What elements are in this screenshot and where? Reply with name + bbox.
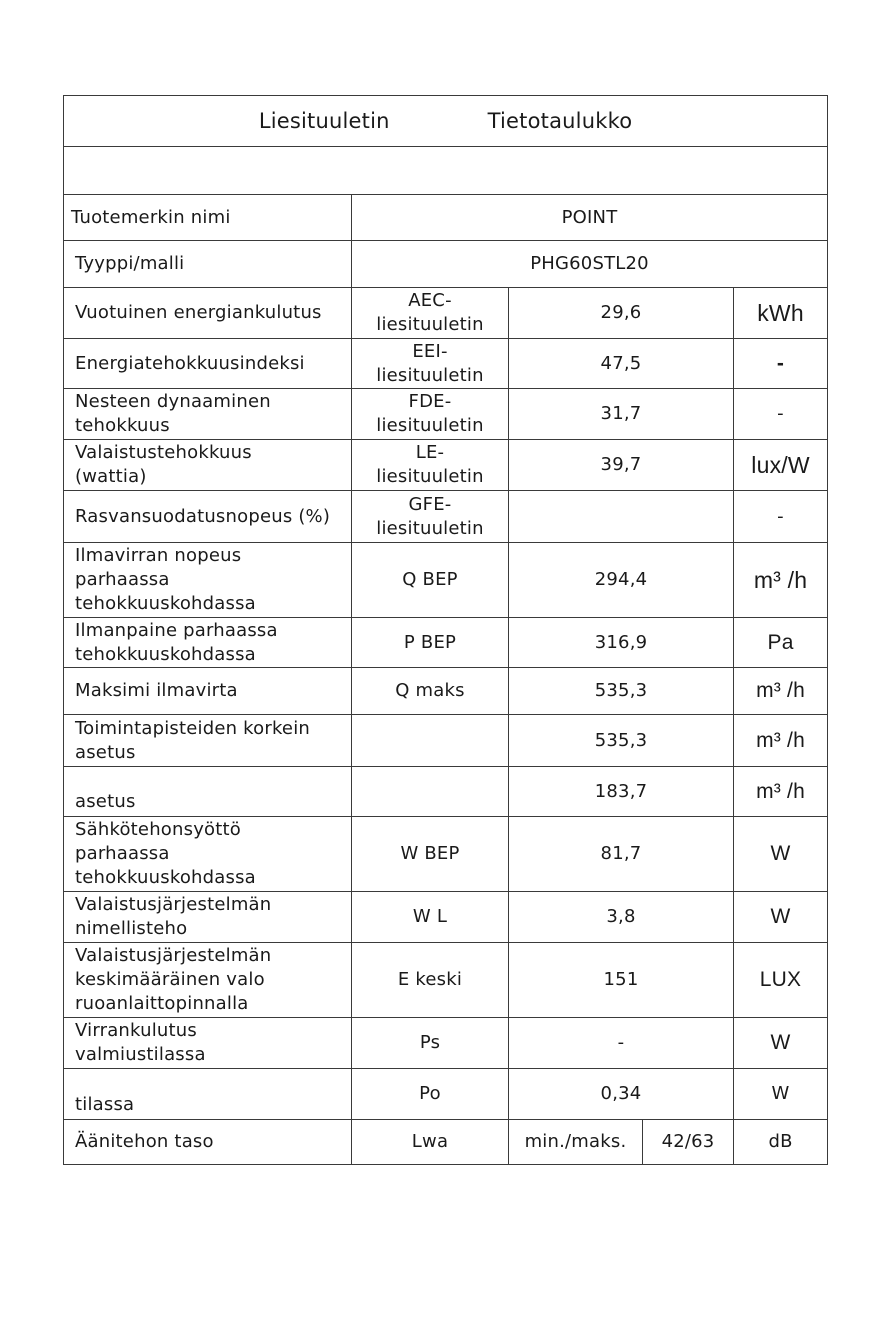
row-name: Valaistusjärjestelmän nimellisteho [64,892,352,943]
row-value: PHG60STL20 [352,241,828,288]
table-row [64,618,828,668]
table-row [64,339,828,389]
row-name: Sähkötehonsyöttö parhaassa tehokkuuskohdassa [64,817,352,892]
row-name: Tuotemerkin nimi [64,195,352,241]
title-cell [64,96,828,147]
table-row [64,715,828,767]
row-value: 42/63 [643,1120,734,1165]
row-name: Nesteen dynaaminen tehokkuus [64,389,352,440]
row-name: Virrankulutus valmiustilassa [64,1018,352,1069]
table-row [64,817,828,892]
row-unit: dB [734,1120,828,1165]
datasheet-table [63,95,828,1165]
table-row [64,241,828,288]
row-unit: m³ /h [734,668,828,715]
row-unit: W [734,1069,828,1120]
product-datasheet [63,95,827,1165]
row-name: Energiatehokkuusindeksi [64,339,352,389]
row-value: 47,5 [509,339,734,389]
row-symbol: FDE- liesituuletin [352,389,509,440]
row-symbol: LE- liesituuletin [352,440,509,491]
row-symbol: Lwa [352,1120,509,1165]
row-unit: W [734,817,828,892]
table-row [64,1069,828,1120]
row-name: Äänitehon taso [64,1120,352,1165]
table-row [64,491,828,543]
row-symbol: W BEP [352,817,509,892]
row-unit: - [734,491,828,543]
row-value: POINT [352,195,828,241]
title-row [64,96,828,147]
row-symbol: Q maks [352,668,509,715]
title-left: Liesituuletin [258,109,390,133]
row-unit: W [734,1018,828,1069]
row-symbol: GFE- liesituuletin [352,491,509,543]
table-row [64,892,828,943]
row-value: 29,6 [509,288,734,339]
row-unit: W [734,892,828,943]
row-name: tilassa [64,1069,352,1120]
row-value-label: min./maks. [509,1120,643,1165]
row-value: 535,3 [509,715,734,767]
row-symbol: EEI- liesituuletin [352,339,509,389]
table-row [64,668,828,715]
table-row [64,389,828,440]
row-name: Maksimi ilmavirta [64,668,352,715]
row-value: 151 [509,943,734,1018]
row-unit: kWh [734,288,828,339]
row-name: Rasvansuodatusnopeus (%) [64,491,352,543]
row-unit: m³ /h [734,543,828,618]
row-symbol: Ps [352,1018,509,1069]
table-row [64,1120,828,1165]
row-unit: m³ /h [734,715,828,767]
row-unit: Pa [734,618,828,668]
row-unit: LUX [734,943,828,1018]
row-name: asetus [64,767,352,817]
row-name: Toimintapisteiden korkein asetus [64,715,352,767]
row-value: 81,7 [509,817,734,892]
row-value: 294,4 [509,543,734,618]
row-name: Vuotuinen energiankulutus [64,288,352,339]
row-value: 316,9 [509,618,734,668]
row-value: 3,8 [509,892,734,943]
row-symbol: P BEP [352,618,509,668]
row-value: 31,7 [509,389,734,440]
blank-cell [64,147,828,195]
title-right: Tietotaulukko [487,109,633,133]
row-name: Tyyppi/malli [64,241,352,288]
blank-row [64,147,828,195]
row-symbol: AEC- liesituuletin [352,288,509,339]
table-row [64,1018,828,1069]
row-unit: m³ /h [734,767,828,817]
row-unit: - [734,389,828,440]
row-symbol: Po [352,1069,509,1120]
row-value: 535,3 [509,668,734,715]
row-unit: lux/W [734,440,828,491]
row-symbol [352,715,509,767]
row-symbol: W L [352,892,509,943]
row-name: Valaistusjärjestelmän keskimääräinen valo ruoanlaittopinnalla [64,943,352,1018]
row-name: Valaistustehokkuus (wattia) [64,440,352,491]
row-name: Ilmavirran nopeus parhaassa tehokkuuskohdassa [64,543,352,618]
row-symbol [352,767,509,817]
table-row [64,767,828,817]
row-symbol: E keski [352,943,509,1018]
table-row [64,543,828,618]
row-symbol: Q BEP [352,543,509,618]
row-unit: - [734,339,828,389]
row-value: 0,34 [509,1069,734,1120]
table-row [64,288,828,339]
table-row [64,943,828,1018]
row-value: 183,7 [509,767,734,817]
row-value: - [509,1018,734,1069]
table-row [64,195,828,241]
row-name: Ilmanpaine parhaassa tehokkuuskohdassa [64,618,352,668]
row-value [509,491,734,543]
table-row [64,440,828,491]
row-value: 39,7 [509,440,734,491]
